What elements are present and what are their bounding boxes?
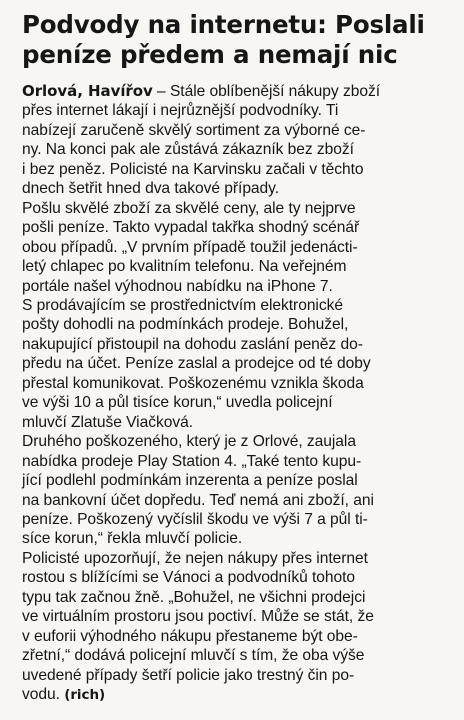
body-line: rostou s blížícími se Vánoci a podvodníků tohoto [22, 569, 356, 587]
body-line: síce korun,“ řekla mluvčí policie. [22, 530, 243, 548]
body-line: ve výši 10 a půl tisíce korun,“ uvedla policejní [22, 394, 333, 412]
body-line: Druhého poškozeného, který je z Orlové, zaujala [22, 433, 356, 451]
article-body [22, 82, 452, 706]
author-signature: (rich) [64, 687, 106, 704]
body-line: ve virtuálním prostoru jsou poctiví. Může se stát, že [22, 608, 374, 626]
body-line: ny. Na konci pak ale zůstává zákazník bez zboží [22, 141, 354, 159]
dateline: Orlová, Havířov [22, 82, 153, 100]
headline-line: Podvody na internetu: Poslali [22, 10, 425, 39]
body-line: uvedené případy šetří policie jako trestný čin po- [22, 666, 355, 684]
body-line [22, 82, 452, 101]
body-line: na bankovní účet dopředu. Teď nemá ani zboží, ani [22, 491, 374, 509]
body-line: i bez peněz. Policisté na Karvinsku začali v těchto [22, 160, 364, 178]
body-line: zřetní,“ dodává policejní mluvčí s tím, že oba výše [22, 647, 365, 665]
article-headline [22, 10, 452, 70]
body-line: přestal komunikovat. Poškozenému vznikla škoda [22, 374, 364, 392]
body-line: jící podlehl podmínkám inzerenta a peníze poslal [22, 472, 358, 490]
body-line-text: – Stále oblíbenější nákupy zboží [157, 83, 380, 100]
body-line: Pošlu skvělé zboží za skvělé ceny, ale ty nejprve [22, 199, 356, 217]
body-line: Policisté upozorňují, že nejen nákupy přes internet [22, 549, 368, 567]
body-line-text: vodu. [22, 686, 60, 704]
body-line: dnech šetřit hned dva takové případy. [22, 180, 280, 198]
body-line: portále našel výhodnou nabídku na iPhone 7. [22, 277, 333, 295]
body-line: obou případů. „V prvním případě toužil jedenácti- [22, 238, 358, 256]
body-line: S prodávajícím se prostřednictvím elektronické [22, 296, 343, 314]
body-line: předu na účet. Peníze zaslal a prodejce od té doby [22, 355, 371, 373]
body-line: nabízejí zaručeně skvělý sortiment za výborné ce- [22, 121, 366, 139]
body-line: nakupující přistoupil na dohodu zaslání peněz do- [22, 335, 363, 353]
body-line: přes internet lákají i nejrůznější podvodníky. Ti [22, 102, 339, 120]
body-line: v euforii výhodného nákupu přestaneme být obe- [22, 627, 358, 645]
body-line: typu tak začnou žně. „Bohužel, ne všichni prodejci [22, 588, 366, 606]
body-line: pošli peníze. Takto vypadal takřka shodný scénář [22, 219, 360, 237]
body-line: pošty dohodli na podmínkách prodeje. Bohužel, [22, 316, 349, 334]
body-line: letý chlapec po kvalitním telefonu. Na veřejném [22, 258, 347, 276]
body-line: peníze. Poškozený vyčíslil škodu ve výši 7 a půl ti- [22, 510, 368, 528]
body-line [22, 685, 452, 705]
headline-line: peníze předem a nemají nic [22, 40, 398, 69]
body-line: nabídka prodeje Play Station 4. „Také tento kupu- [22, 452, 362, 470]
body-line: mluvčí Zlatuše Viačková. [22, 413, 193, 431]
